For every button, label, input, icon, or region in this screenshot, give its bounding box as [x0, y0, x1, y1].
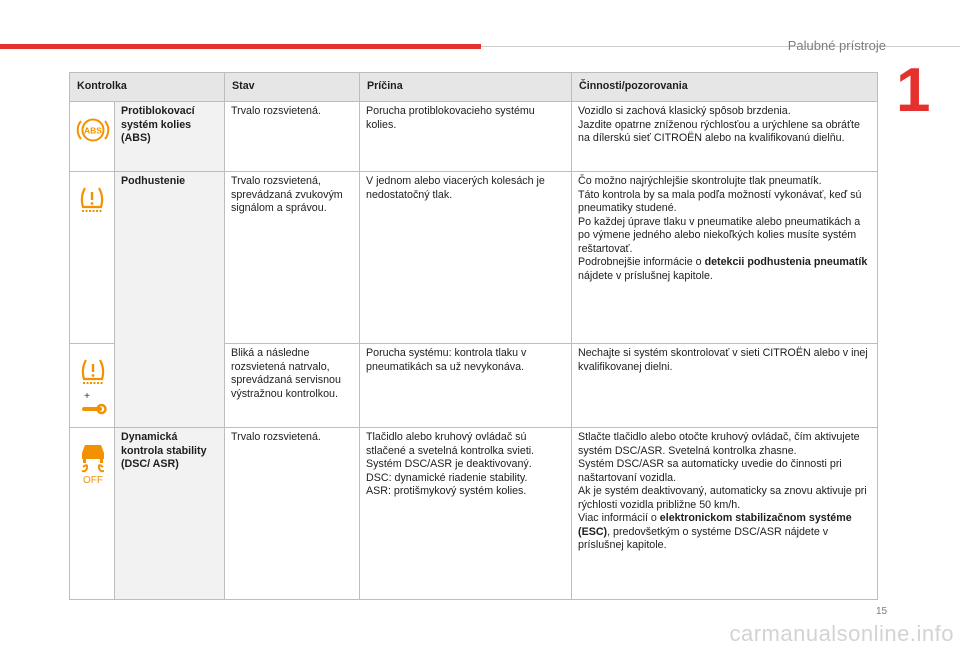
header-divider [481, 46, 960, 47]
icon-cell [70, 428, 115, 600]
cause-text: Porucha protiblokovacieho systému kolies. [360, 102, 572, 172]
dsc-off-icon [76, 441, 110, 485]
icon-cell [70, 344, 115, 428]
abs-warning-icon [76, 115, 110, 145]
cause-text: Tlačidlo alebo kruhový ovládač sú stlačené a svetelná kontrolka svieti. Systém DSC/ASR je deaktivovaný. DSC: dynamické riadenie stability. ASR: protišmykový systém kolies. [360, 428, 572, 600]
action-text-end: nájdete v príslušnej kapitole. [578, 269, 713, 282]
icon-cell [70, 102, 115, 172]
warning-lights-table [69, 72, 878, 600]
header-cell-kontrolka: Kontrolka [70, 73, 225, 102]
tyre-pressure-icon [77, 185, 107, 215]
state-text: Trvalo rozsvietená. [225, 428, 360, 600]
action-text-main: Čo možno najrýchlejšie skontrolujte tlak pneumatík. Táto kontrola by sa mala podľa možností vykonávať, keď sú pneumatiky studené. Po každej úprave tlaku v pneumatike alebo pneumatikách a po výmene jedného alebo niekoľkých kolies musíte systém reštartovať. Podrobnejšie informácie o [578, 175, 862, 268]
table-header-row [70, 73, 878, 102]
header-cell-pricina: Príčina [360, 73, 572, 102]
cause-text: V jednom alebo viacerých kolesách je nedostatočný tlak. [360, 172, 572, 344]
action-text-end: , predovšetkým o systéme DSC/ASR nájdete v príslušnej kapitole. [578, 525, 829, 551]
state-text: Bliká a následne rozsvietená natrvalo, sprevádzaná servisnou výstražnou kontrolkou. [225, 344, 360, 428]
section-title: Palubné prístroje [787, 38, 886, 53]
header-red-bar [0, 44, 481, 49]
state-text: Trvalo rozsvietená. [225, 102, 360, 172]
icon-cell [70, 172, 115, 344]
cause-text: Porucha systému: kontrola tlaku v pneumatikách sa už nevykonáva. [360, 344, 572, 428]
tyre-pressure-service-icon [76, 357, 110, 419]
page-number: 15 [876, 606, 888, 617]
table-row-underinflation [70, 172, 878, 344]
svg-text:ABS: ABS [84, 125, 102, 136]
watermark: carmanualsonline.info [729, 621, 954, 646]
action-text-bold: detekcii podhustenia pneumatík [704, 256, 868, 268]
system-name: Podhustenie [115, 172, 225, 428]
system-name: Dynamická kontrola stability (DSC/ ASR) [115, 428, 225, 600]
table-row-abs [70, 102, 878, 172]
table-row-dsc [70, 428, 878, 600]
plus-sign: + [84, 391, 90, 402]
action-text: Vozidlo si zachová klasický spôsob brzdenia. Jazdite opatrne zníženou rýchlosťou a urýchlene sa obráťte na dílerskú sieť CITROËN alebo na kvalifikovanú dielňu. [572, 102, 878, 172]
system-name: Protiblokovací systém kolies (ABS) [115, 102, 225, 172]
off-label: OFF [83, 475, 103, 485]
header-cell-stav: Stav [225, 73, 360, 102]
action-text-bold: elektronickom stabilizačnom systéme (ESC) [578, 512, 852, 538]
action-text-main: Stlačte tlačidlo alebo otočte kruhový ovládač, čím aktivujete systém DSC/ASR. Svetelná kontrolka zhasne. Systém DSC/ASR sa automaticky uvedie do činnosti pri naštartovaní vozidla. Ak je systém deaktivovaný, automaticky sa znovu aktivuje pri rýchlosti vozidla približne 50 km/h. Viac informácií o [578, 431, 867, 524]
state-text: Trvalo rozsvietená, sprevádzaná zvukovým signálom a správou. [225, 172, 360, 344]
action-text [572, 172, 878, 344]
action-text: Nechajte si systém skontrolovať v sieti CITROËN alebo v inej kvalifikovanej dielni. [572, 344, 878, 428]
action-text [572, 428, 878, 600]
chapter-number: 1 [896, 56, 931, 125]
wrench-icon [84, 405, 106, 413]
header-cell-cinnosti: Činnosti/pozorovania [572, 73, 878, 102]
